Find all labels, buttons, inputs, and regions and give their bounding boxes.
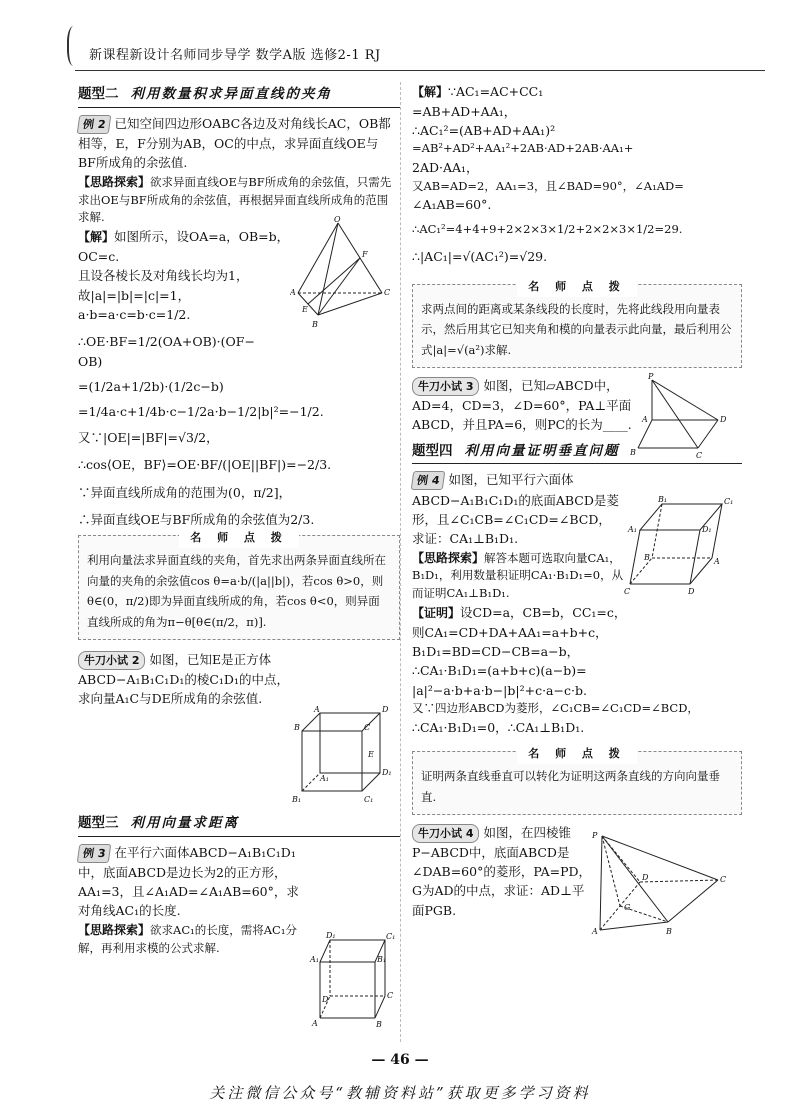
solution-line: =(1/2a+1/2b)·(1/2c−b)	[78, 379, 224, 394]
header-title: 新课程新设计名师同步导学 数学A版 选修2-1 RJ	[89, 48, 381, 63]
column-divider	[400, 82, 401, 1042]
proof-line: 设CD=a，CB=b，CC₁=c，	[460, 605, 627, 621]
proof-4	[412, 603, 742, 737]
proof-line: |a|²−a·b+a·b−|b|²+c·a−c·b.	[412, 682, 587, 698]
svg-text:C: C	[384, 288, 391, 297]
solution-label: 【解】	[78, 230, 115, 245]
section-3-title	[78, 813, 400, 837]
trial-4-text: 如图，在四棱锥P−ABCD中，底面ABCD是∠DAB=60°的菱形，PA=PD，G为AD的中点，求证：AD⊥平面PGB.	[412, 824, 592, 918]
tetrahedron-figure	[290, 215, 400, 335]
tip-title: 名 师 点 拨	[179, 528, 299, 548]
pyramid-figure-3	[630, 372, 740, 462]
svg-text:D: D	[382, 705, 389, 714]
tip-box-2	[412, 279, 742, 368]
trial-4-badge: 牛刀小试 4	[412, 824, 479, 843]
solution-line: 又∵|OE|=|BF|=√3/2，	[78, 429, 219, 445]
svg-text:P: P	[592, 831, 598, 840]
svg-text:O: O	[334, 215, 341, 224]
example-2-badge: 例 2	[77, 115, 112, 134]
solution-line: 2AD·AA₁，	[412, 160, 479, 176]
svg-text:A: A	[592, 927, 598, 936]
example-3-idea	[78, 921, 300, 958]
parallelepiped-figure-3	[300, 930, 400, 1030]
svg-text:A: A	[312, 1019, 318, 1028]
idea-label: 【思路探索】	[78, 922, 151, 937]
example-3	[78, 843, 300, 921]
solution-label: 【解】	[412, 85, 449, 99]
proof-line: B₁D₁=BD=CD−CB=a−b，	[412, 644, 580, 660]
svg-text:F: F	[362, 250, 368, 259]
trial-3-blank: ____.	[602, 417, 632, 433]
idea-text: 欲求AC₁的长度，需将AC₁分解，再利用求模的公式求解.	[78, 922, 297, 955]
solution-line: ∴cos⟨OE，BF⟩=OE·BF/(|OE||BF|)=−2/3.	[78, 457, 332, 473]
idea-text: 欲求异面直线OE与BF所成角的余弦值，只需先求出OE与BF所成角的余弦值，再根据异面直线所成角的范围求解.	[78, 174, 392, 225]
example-4-text: 如图，已知平行六面体ABCD−A₁B₁C₁D₁的底面ABCD是菱形，且∠C₁CB=∠C₁CD=∠BCD，求证：CA₁⊥B₁D₁.	[412, 472, 619, 547]
example-4-badge: 例 4	[411, 471, 446, 490]
solution-line: ∵异面直线所成角的范围为(0，π/2]，	[78, 484, 292, 500]
solution-3	[412, 82, 742, 266]
solution-line: OB)	[78, 353, 103, 369]
svg-text:C: C	[387, 991, 394, 1000]
svg-text:A: A	[314, 705, 320, 714]
solution-line: ∴|AC₁|=√(AC₁²)=√29.	[412, 248, 548, 264]
proof-line: 则CA₁=CD+DA+AA₁=a+b+c，	[412, 624, 608, 640]
solution-line: 故|a|=|b|=|c|=1，	[78, 287, 191, 303]
trial-4	[412, 823, 592, 921]
solution-line: 如图所示，设OA=a，OB=b，	[114, 229, 290, 245]
solution-2	[78, 227, 332, 529]
tip-box-1	[78, 531, 400, 640]
parallelepiped-figure-4	[622, 492, 742, 600]
svg-text:D₁: D₁	[326, 931, 336, 940]
pyramid-figure-4	[590, 830, 735, 945]
svg-text:B₁: B₁	[658, 495, 668, 504]
trial-2-text: 如图，已知E是正方体ABCD−A₁B₁C₁D₁的棱C₁D₁的中点，求向量A₁C与DE所成角的余弦值.	[78, 651, 289, 707]
page-number: — 46 —	[371, 1052, 429, 1068]
solution-line: =1/4a·c+1/4b·c−1/2a·b−1/2|b|²=−1/2.	[78, 404, 324, 420]
idea-label: 【思路探索】	[412, 550, 485, 565]
trial-3-text: 如图，已知▱ABCD中，AD=4，CD=3，∠D=60°，PA⊥平面ABCD，并且PA=6，则PC的长为	[412, 377, 632, 433]
example-3-badge: 例 3	[77, 844, 112, 863]
svg-text:A₁: A₁	[628, 525, 637, 534]
svg-text:E: E	[368, 750, 374, 759]
header-decoration	[67, 26, 83, 66]
svg-text:C: C	[696, 451, 703, 460]
svg-text:B: B	[294, 723, 300, 732]
svg-text:B: B	[376, 1020, 382, 1029]
svg-text:D: D	[322, 995, 329, 1004]
solution-line: ∴OE·BF=1/2(OA+OB)·(OF−	[78, 334, 255, 350]
example-3-text: 在平行六面体ABCD−A₁B₁C₁D₁中，底面ABCD是边长为2的正方形，AA₁=3，且∠A₁AD=∠A₁AB=60°，求对角线AC₁的长度.	[78, 844, 299, 919]
svg-text:D: D	[688, 587, 695, 596]
trial-3	[412, 376, 632, 435]
svg-text:E: E	[302, 305, 308, 314]
example-4-idea	[412, 549, 634, 603]
left-column	[78, 82, 400, 957]
svg-text:C: C	[720, 875, 727, 884]
svg-text:B: B	[630, 448, 636, 457]
solution-line: OC=c.	[78, 248, 120, 264]
svg-text:C: C	[624, 587, 631, 596]
svg-text:D: D	[720, 415, 727, 424]
proof-label: 【证明】	[412, 606, 461, 621]
example-2	[78, 114, 396, 173]
solution-line: ∠A₁AB=60°.	[412, 197, 492, 213]
svg-text:C₁: C₁	[364, 795, 374, 804]
section-4-name: 利用向量证明垂直问题	[464, 442, 620, 459]
section-3-name: 利用向量求距离	[130, 814, 239, 831]
svg-text:C: C	[364, 723, 371, 732]
svg-text:B₁: B₁	[377, 955, 387, 964]
tip-text: 求两点间的距离或某条线段的长度时，先将此线段用向量表示，然后用其它已知夹角和模的向量表示此向量，最后利用公式|a|=√(a²)求解.	[421, 301, 732, 358]
proof-line: 又∵四边形ABCD为菱形，∠C₁CB=∠C₁CD=∠BCD，	[412, 701, 699, 716]
svg-text:A₁: A₁	[320, 774, 329, 783]
svg-text:A: A	[290, 288, 296, 297]
solution-line: =AB²+AD²+AA₁²+2AB·AD+2AB·AA₁+	[412, 141, 634, 156]
tip-title: 名 师 点 拨	[517, 277, 637, 297]
tip-text: 证明两条直线垂直可以转化为证明这两条直线的方向向量垂直.	[421, 769, 720, 804]
solution-line: ∴异面直线OE与BF所成角的余弦值为2/3.	[78, 511, 315, 527]
idea-label: 【思路探索】	[78, 174, 151, 189]
section-2-title	[78, 84, 400, 108]
solution-line: 又AB=AD=2，AA₁=3，且∠BAD=90°，∠A₁AD=	[412, 178, 684, 193]
page-header	[75, 30, 765, 71]
section-2-name: 利用数量积求异面直线的夹角	[130, 86, 332, 102]
svg-text:D₁: D₁	[382, 768, 392, 777]
svg-text:A: A	[642, 415, 648, 424]
solution-line: ∵AC₁=AC+CC₁	[448, 84, 544, 99]
tip-box-3	[412, 747, 742, 814]
svg-text:C₁: C₁	[724, 497, 734, 506]
trial-2-badge: 牛刀小试 2	[78, 651, 145, 670]
proof-line: ∴CA₁·B₁D₁=0，∴CA₁⊥B₁D₁.	[412, 720, 585, 735]
solution-line: ∴AC₁²=4+4+9+2×2×3×1/2+2×2×3×1/2=29.	[412, 221, 683, 236]
svg-text:C₁: C₁	[386, 932, 396, 941]
tip-text: 利用向量法求异面直线的夹角，首先求出两条异面直线所在向量的夹角的余弦值cos θ=a·b/(|a||b|)，若cos θ>0，则θ∈(0，π/2)即为异面直线所成的角，若cos θ<0，则异面直线所成的角为π−θ[θ∈(π/2，π)].	[87, 553, 386, 630]
svg-text:B: B	[644, 553, 650, 562]
solution-line: 且设各棱长及对角线长均为1，	[78, 268, 249, 284]
example-2-text: 已知空间四边形OABC各边及对角线长AC，OB都相等，E，F分别为AB，OC的中点，求异面直线OE与BF所成角的余弦值.	[78, 115, 391, 171]
example-4	[412, 470, 622, 548]
svg-text:A₁: A₁	[310, 955, 319, 964]
svg-text:D: D	[642, 873, 649, 882]
svg-text:G: G	[624, 903, 631, 912]
footer-note: 关注微信公众号“教辅资料站”获取更多学习资料	[209, 1084, 591, 1102]
section-3-number: 题型三	[78, 814, 119, 831]
solution-line: ∴AC₁²=(AB+AD+AA₁)²	[412, 122, 556, 138]
cube-figure	[290, 705, 395, 815]
trial-3-badge: 牛刀小试 3	[412, 377, 479, 396]
svg-text:D₁: D₁	[702, 525, 712, 534]
svg-text:A: A	[714, 557, 720, 566]
trial-2	[78, 650, 293, 709]
svg-text:B: B	[666, 927, 672, 936]
solution-line: =AB+AD+AA₁，	[412, 103, 517, 119]
svg-text:B₁: B₁	[292, 795, 302, 804]
section-4-number: 题型四	[412, 442, 453, 459]
proof-line: ∴CA₁·B₁D₁=(a+b+c)(a−b)=	[412, 663, 587, 679]
section-2-number: 题型二	[78, 86, 119, 102]
tip-title: 名 师 点 拨	[517, 744, 637, 764]
svg-text:B: B	[312, 320, 318, 329]
idea-text: 解答本题可选取向量CA₁，B₁D₁，利用数量积证明CA₁·B₁D₁=0，从而证明CA₁⊥B₁D₁.	[412, 550, 624, 601]
svg-text:P: P	[648, 372, 654, 381]
solution-line: a·b=a·c=b·c=1/2.	[78, 306, 191, 322]
